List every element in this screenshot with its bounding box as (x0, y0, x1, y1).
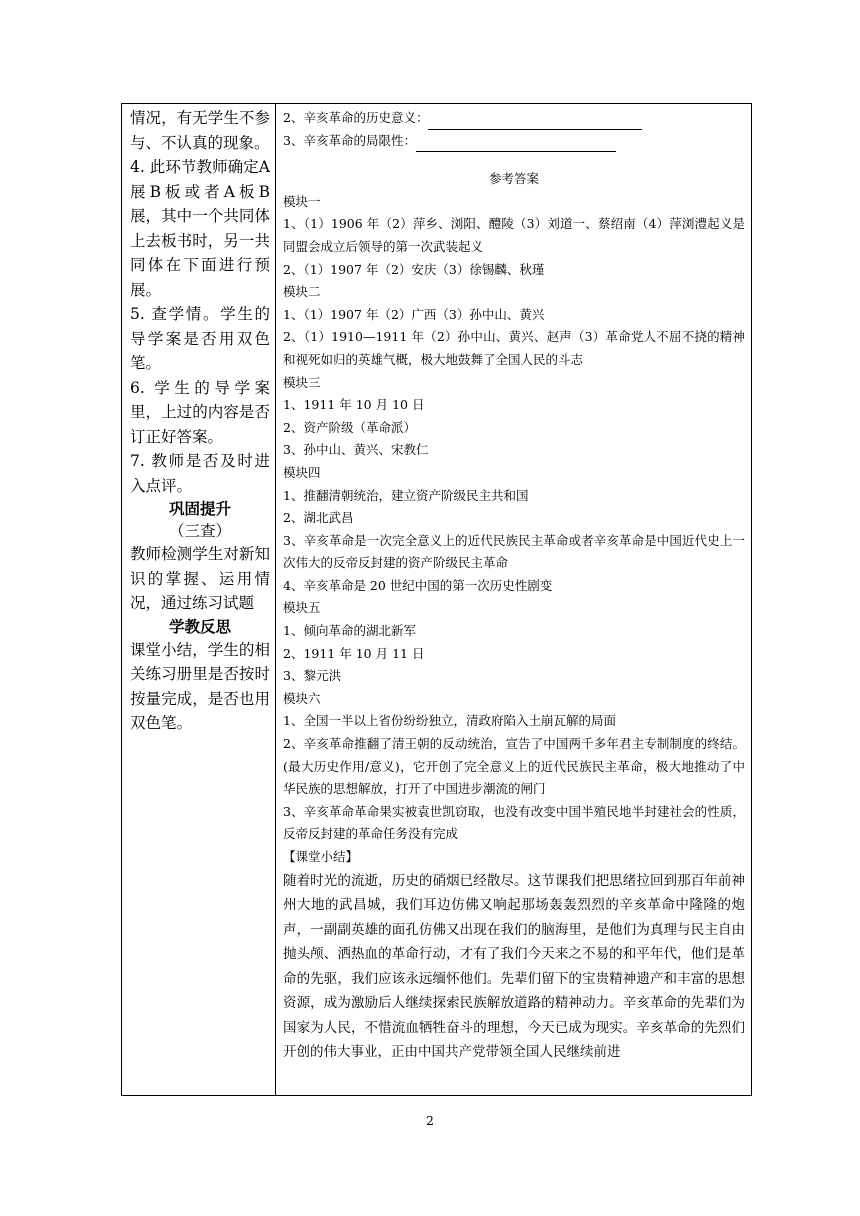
answer-item: 3、辛亥革命革命果实被袁世凯窃取，也没有改变中国半殖民地半封建社会的性质，反帝反封建的革命任务没有完成 (283, 803, 745, 842)
note-paragraph: 情况，有无学生不参与、不认真的现象。 (130, 109, 270, 152)
note-paragraph: 4. 此环节教师确定A展B板或者A板B展，其中一个共同体上去板书时，另一共同体在下面进行预展。 (130, 158, 270, 299)
answer-item: 1、（1）1907 年（2）广西（3）孙中山、黄兴 (283, 306, 545, 322)
summary-title: 【课堂小结】 (283, 849, 359, 864)
note-paragraph: 5. 查学情。学生的导学案是否用双色笔。 (130, 305, 270, 372)
answer-item: 1、（1）1906 年（2）萍乡、浏阳、醴陵（3）刘道一、蔡绍南（4）萍浏澧起义是同盟会成立后领导的第一次武装起义 (283, 216, 745, 254)
question-line (283, 130, 745, 153)
answer-item: 3、孙中山、黄兴、宋教仁 (283, 442, 429, 458)
answer-item: 2、湖北武昌 (283, 510, 354, 526)
answer-item: 2、辛亥革命推翻了清王朝的反动统治，宣告了中国两千多年君主专制制度的终结。(最大历史作用/意义)，它开创了完全意义上的近代民族民主革命，极大地推动了中华民族的思想解放，打开了中国进步潮流的闸门 (283, 736, 745, 797)
note-paragraph: 教师检测学生对新知识的掌握、运用情况，通过练习试题 (130, 545, 270, 612)
question-text: 3、辛亥革命的局限性： (283, 132, 416, 148)
answer-item: 3、辛亥革命是一次完全意义上的近代民族民主革命或者辛亥革命是中国近代史上一次伟大的反帝反封建的资产阶级民主革命 (283, 532, 745, 571)
answer-blank (416, 137, 616, 152)
answer-item: 2、1911 年 10 月 11 日 (283, 645, 425, 661)
summary-text: 随着时光的流逝，历史的硝烟已经散尽。这节课我们把思绪拉回到那百年前神州大地的武昌城，我们耳边仿佛又响起那场轰轰烈烈的辛亥革命中隆隆的炮声，一副副英雄的面孔仿佛又出现在我们的脑海里，是他们为真理与民主自由抛头颅、洒热血的革命行动，才有了我们今天来之不易的和平年代，他们是革命的先驱，我们应该永远缅怀他们。先辈们留下的宝贵精神遗产和丰富的思想资源，成为激励后人继续探索民族解放道路的精神动力。辛亥革命的先辈们为国家为人民，不惜流血牺牲奋斗的理想，今天已成为现实。辛亥革命的先烈们开创的伟大事业，正由中国共产党带领全国人民继续前进 (283, 872, 745, 1061)
note-paragraph: 6. 学生的导学案里，上过的内容是否订正好答案。 (130, 378, 270, 446)
lesson-table (121, 103, 752, 1096)
teacher-notes-column (130, 106, 270, 736)
section-subheading: （三查） (168, 522, 231, 540)
answer-item: 2、（1）1910—1911 年（2）孙中山、黄兴、赵声（3）革命党人不屈不挠的精神和视死如归的英雄气概，极大地鼓舞了全国人民的斗志 (283, 329, 745, 367)
module-title: 模块四 (283, 464, 321, 480)
answer-item: 1、全国一半以上省份纷纷独立，清政府陷入土崩瓦解的局面 (283, 713, 616, 729)
module-title: 模块三 (283, 374, 321, 390)
answer-item: 1、推翻清朝统治，建立资产阶级民主共和国 (283, 487, 529, 503)
module-title: 模块六 (283, 690, 321, 706)
content-column (283, 107, 745, 1065)
answer-item: 4、辛亥革命是 20 世纪中国的第一次历史性剧变 (283, 577, 553, 593)
question-text: 2、辛亥革命的历史意义： (283, 110, 429, 125)
note-paragraph: 课堂小结，学生的相关练习册里是否按时按量完成，是否也用双色笔。 (130, 640, 270, 732)
section-heading-consolidate: 巩固提升 (168, 500, 231, 518)
answer-item: 2、（1）1907 年（2）安庆（3）徐锡麟、秋瑾 (283, 261, 545, 277)
page-number: 2 (426, 1113, 434, 1128)
column-divider (275, 104, 276, 1095)
question-line (283, 107, 745, 130)
answer-item: 1、倾向革命的湖北新军 (283, 623, 416, 639)
module-title: 模块二 (283, 284, 321, 300)
answer-title: 参考答案 (488, 171, 539, 187)
module-title: 模块五 (283, 600, 321, 616)
answer-blank (428, 115, 642, 130)
section-heading-reflection: 学教反思 (168, 617, 231, 636)
module-title: 模块一 (283, 193, 321, 209)
answer-item: 1、1911 年 10 月 10 日 (283, 397, 425, 413)
note-paragraph: 7. 教师是否及时进入点评。 (130, 452, 270, 495)
answer-item: 3、黎元洪 (283, 668, 341, 684)
answer-item: 2、资产阶级（革命派） (283, 419, 416, 435)
